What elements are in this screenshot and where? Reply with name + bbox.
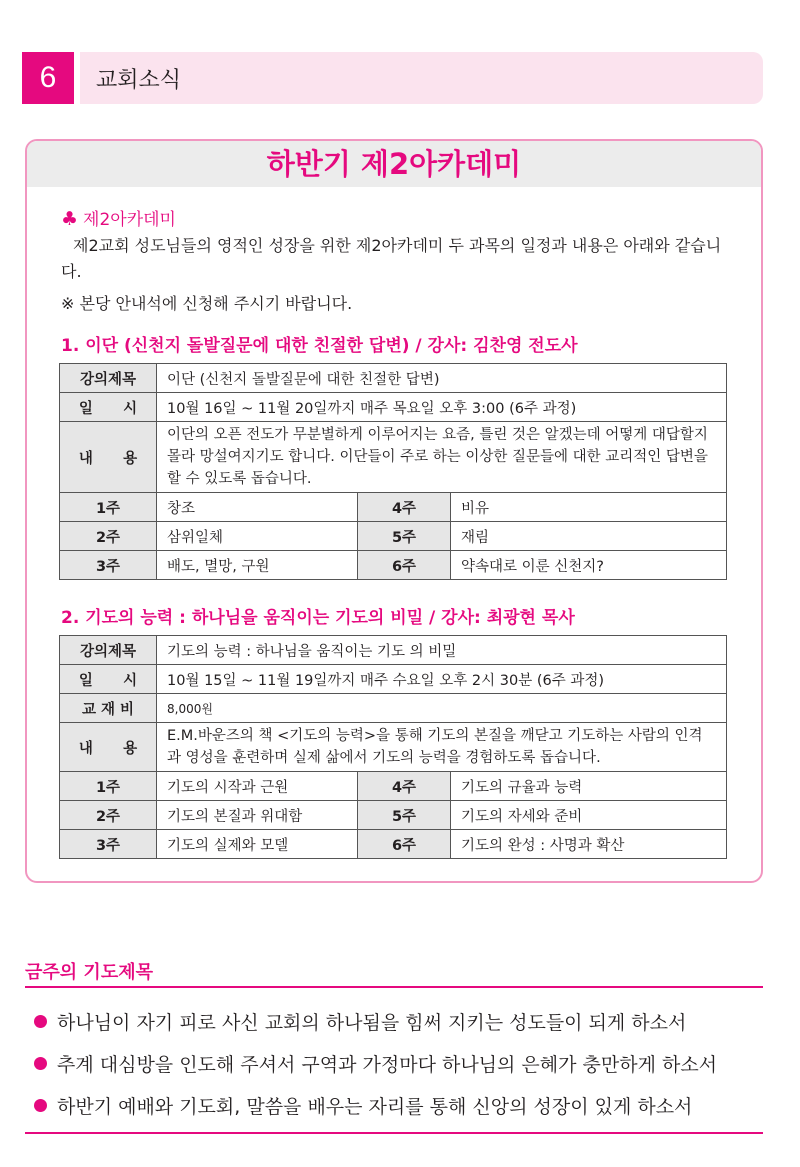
course1-title-value: 이단 (신천지 돌발질문에 대한 친절한 답변) [157, 364, 727, 393]
table-row [60, 723, 727, 772]
course2-fee-value: 8,000원 [157, 694, 727, 723]
prayer-item [34, 1050, 717, 1077]
bullet-icon [34, 1099, 47, 1112]
week-label: 3주 [60, 830, 157, 859]
week-label: 2주 [60, 801, 157, 830]
week-topic: 배도, 멸망, 구원 [157, 551, 358, 580]
table-row [60, 636, 727, 665]
week-label: 1주 [60, 493, 157, 522]
week-topic: 기도의 시작과 근원 [157, 772, 358, 801]
divider [25, 986, 763, 988]
table-row [60, 522, 727, 551]
course1-title-label: 강의제목 [60, 364, 157, 393]
prayer-title: 금주의 기도제목 [25, 962, 153, 983]
week-topic: 약속대로 이룬 신천지? [451, 551, 727, 580]
week-topic: 삼위일체 [157, 522, 358, 551]
week-label: 2주 [60, 522, 157, 551]
table-row [60, 422, 727, 493]
week-label: 4주 [358, 493, 451, 522]
club-icon: ♣ [61, 208, 79, 230]
prayer-item-text: 하반기 예배와 기도회, 말씀을 배우는 자리를 통해 신앙의 성장이 있게 하소서 [57, 1096, 693, 1118]
table-row [60, 830, 727, 859]
week-label: 1주 [60, 772, 157, 801]
table-row [60, 772, 727, 801]
course1-content-label: 내 용 [60, 422, 157, 493]
week-topic: 기도의 실제와 모델 [157, 830, 358, 859]
week-topic: 기도의 자세와 준비 [451, 801, 727, 830]
course1-table [59, 363, 727, 580]
bullet-icon [34, 1057, 47, 1070]
course1-heading: 1. 이단 (신천지 돌발질문에 대한 친절한 답변) / 강사: 김찬영 전도사 [61, 336, 578, 356]
course2-heading: 2. 기도의 능력 : 하나님을 움직이는 기도의 비밀 / 강사: 최광현 목사 [61, 608, 575, 628]
week-label: 5주 [358, 801, 451, 830]
prayer-item-text: 추계 대심방을 인도해 주셔서 구역과 가정마다 하나님의 은혜가 충만하게 하소서 [57, 1054, 718, 1076]
course2-content-label: 내 용 [60, 723, 157, 772]
course2-date-value: 10월 15일 ~ 11월 19일까지 매주 수요일 오후 2시 30분 (6주 과정) [157, 665, 727, 694]
academy-notice: ※ 본당 안내석에 신청해 주시기 바랍니다. [61, 294, 353, 313]
week-label: 4주 [358, 772, 451, 801]
academy-box [25, 139, 763, 883]
table-row [60, 393, 727, 422]
week-label: 3주 [60, 551, 157, 580]
section-title: 교회소식 [96, 67, 182, 93]
course2-content-value: E.M.바운즈의 책 <기도의 능력>을 통해 기도의 본질을 깨닫고 기도하는 사람의 인격과 영성을 훈련하며 실제 삶에서 기도의 능력을 경험하도록 돕습니다. [157, 723, 727, 772]
section-number: 6 [22, 52, 74, 104]
course1-content-value: 이단의 오픈 전도가 무분별하게 이루어지는 요즘, 틀린 것은 알겠는데 어떻게 대답할지 몰라 망설여지기도 합니다. 이단들이 주로 하는 이상한 질문들에 대한 교리적인 답변을 할 수 있도록 돕습니다. [157, 422, 727, 493]
week-topic: 기도의 본질과 위대함 [157, 801, 358, 830]
course2-table [59, 635, 727, 859]
table-row [60, 493, 727, 522]
week-label: 6주 [358, 551, 451, 580]
week-label: 5주 [358, 522, 451, 551]
academy-intro: 제2교회 성도님들의 영적인 성장을 위한 제2아카데미 두 과목의 일정과 내용은 아래와 같습니다. [61, 236, 722, 281]
divider [25, 1132, 763, 1134]
week-topic: 창조 [157, 493, 358, 522]
section-header [22, 52, 763, 104]
course2-title-value: 기도의 능력 : 하나님을 움직이는 기도 의 비밀 [157, 636, 727, 665]
table-row [60, 364, 727, 393]
course2-fee-label: 교 재 비 [60, 694, 157, 723]
course2-title-label: 강의제목 [60, 636, 157, 665]
section-title-bar [80, 52, 763, 104]
table-row [60, 801, 727, 830]
week-topic: 재림 [451, 522, 727, 551]
academy-subtitle-text: 제2아카데미 [83, 210, 176, 230]
week-topic: 기도의 규율과 능력 [451, 772, 727, 801]
academy-title: 하반기 제2아카데미 [27, 141, 761, 187]
week-topic: 기도의 완성 : 사명과 확산 [451, 830, 727, 859]
prayer-item-text: 하나님이 자기 피로 사신 교회의 하나됨을 힘써 지키는 성도들이 되게 하소서 [57, 1012, 687, 1034]
course1-date-value: 10월 16일 ~ 11월 20일까지 매주 목요일 오후 3:00 (6주 과정) [157, 393, 727, 422]
bullet-icon [34, 1015, 47, 1028]
week-label: 6주 [358, 830, 451, 859]
course2-date-label: 일 시 [60, 665, 157, 694]
table-row [60, 551, 727, 580]
table-row [60, 665, 727, 694]
prayer-item [34, 1008, 686, 1035]
week-topic: 비유 [451, 493, 727, 522]
table-row [60, 694, 727, 723]
course1-date-label: 일 시 [60, 393, 157, 422]
prayer-item [34, 1092, 692, 1119]
academy-subtitle [61, 205, 176, 230]
